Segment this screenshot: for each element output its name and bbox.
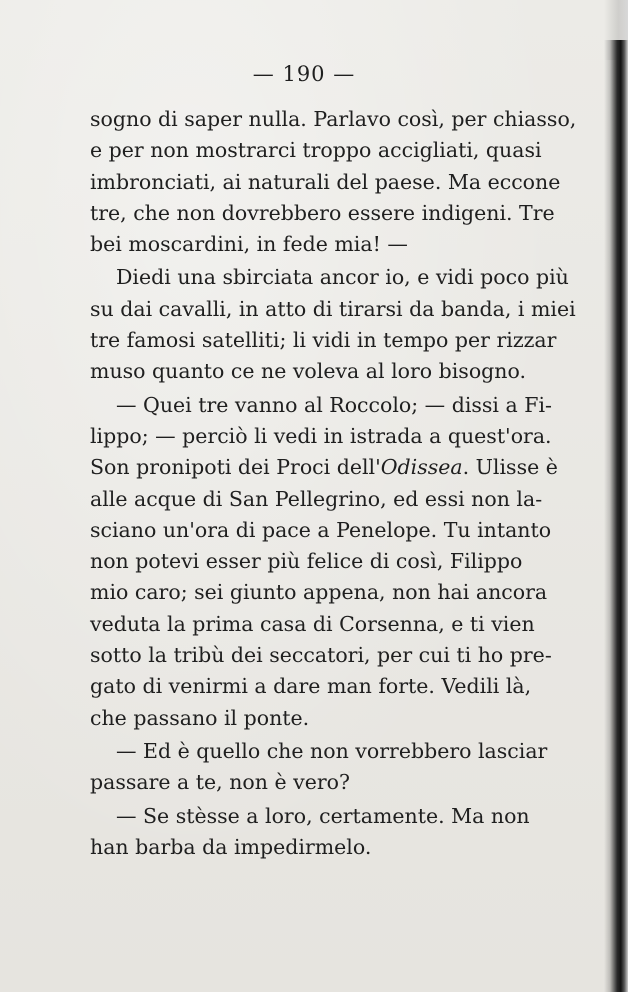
text-line: — Quei tre vanno al Roccolo; — dissi a Fi- — [116, 392, 552, 417]
text-segment: Son pronipoti dei Proci dell' — [90, 455, 381, 480]
text-line: bei moscardini, in fede mia! — — [90, 232, 408, 257]
binding-edge — [604, 40, 628, 992]
text-line: Diedi una sbirciata ancor io, e vidi poco più — [116, 265, 569, 290]
page-number: — 190 — — [252, 62, 356, 86]
text-line: imbronciati, ai naturali del paese. Ma eccone — [90, 169, 561, 194]
text-line: sotto la tribù dei seccatori, per cui ti ho pre- — [90, 643, 552, 668]
book-title-italic: Odissea — [380, 455, 463, 480]
text-line: — Se stèsse a loro, certamente. Ma non — [116, 803, 530, 828]
text-line: han barba da impedirmelo. — [90, 834, 372, 859]
text-line: su dai cavalli, in atto di tirarsi da banda, i miei — [90, 296, 576, 321]
text-line: sciano un'ora di pace a Penelope. Tu intanto — [90, 517, 552, 542]
text-line: muso quanto ce ne voleva al loro bisogno. — [90, 359, 526, 384]
text-line: — Ed è quello che non vorrebbero lasciar — [116, 738, 548, 763]
text-line: veduta la prima casa di Corsenna, e ti vien — [90, 611, 535, 636]
text-line: gato di venirmi a dare man forte. Vedili là, — [90, 674, 532, 699]
text-segment: . Ulisse è — [462, 455, 558, 480]
text-line: lippo; — perciò li vedi in istrada a quest'ora. — [90, 423, 552, 448]
text-line-with-italic — [90, 452, 558, 483]
text-line: alle acque di San Pellegrino, ed essi non la- — [90, 486, 543, 511]
body-text — [90, 104, 577, 863]
text-line: sogno di saper nulla. Parlavo così, per chiasso, — [90, 107, 577, 131]
text-line: mio caro; sei giunto appena, non hai ancora — [90, 580, 548, 605]
text-line: tre famosi satelliti; li vidi in tempo per rizzar — [90, 328, 557, 353]
text-line: e per non mostrarci troppo accigliati, quasi — [90, 138, 542, 163]
text-line: che passano il ponte. — [90, 705, 310, 730]
text-line: non potevi esser più felice di così, Filippo — [90, 549, 523, 574]
text-line: tre, che non dovrebbero essere indigeni. Tre — [90, 200, 555, 225]
text-line: passare a te, non è vero? — [90, 770, 350, 795]
